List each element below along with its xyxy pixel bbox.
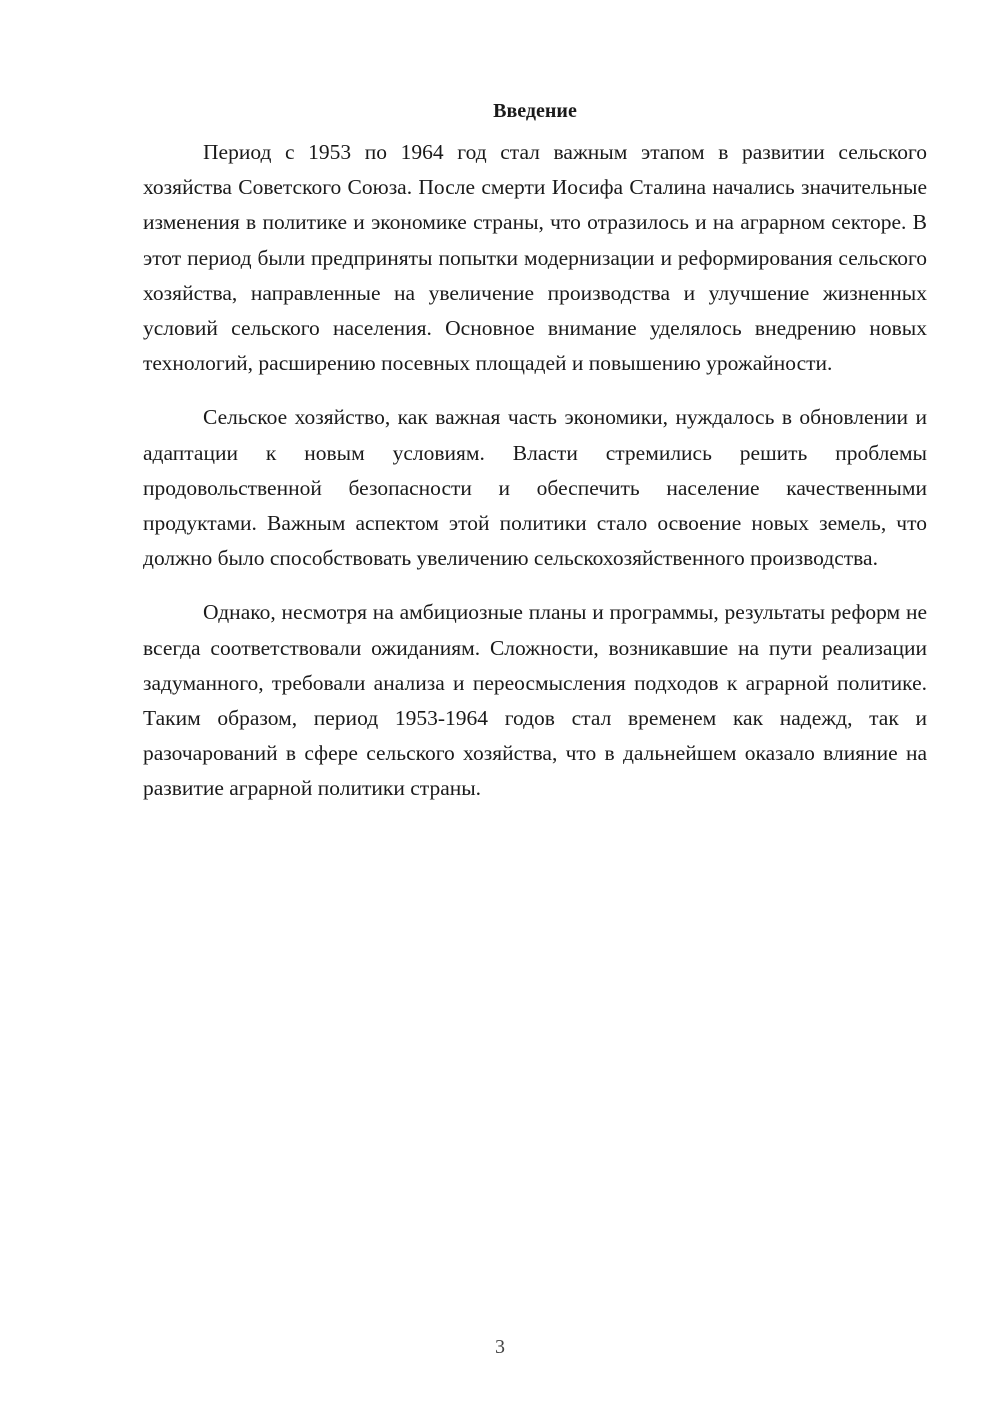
- paragraph-2: Сельское хозяйство, как важная часть экономики, нуждалось в обновлении и адаптации к новым условиям. Власти стремились решить проблемы продовольственной безопасности и обеспечить население качественными продуктами. Важным аспектом этой политики стало освоение новых земель, что должно было способствовать увеличению сельскохозяйственного производства.: [143, 405, 927, 571]
- section-title: Введение: [493, 100, 577, 122]
- paragraph-1: Период с 1953 по 1964 год стал важным этапом в развитии сельского хозяйства Советского Союза. После смерти Иосифа Сталина начались значительные изменения в политике и экономике страны, что отразилось и на аграрном секторе. В этот период были предприняты попытки модернизации и реформирования сельского хозяйства, направленные на увеличение производства и улучшение жизненных условий сельского населения. Основное внимание уделялось внедрению новых технологий, расширению посевных площадей и повышению урожайности.: [143, 140, 927, 376]
- document-page: [143, 96, 927, 807]
- page-number: 3: [495, 1336, 505, 1358]
- paragraph-3: Однако, несмотря на амбициозные планы и программы, результаты реформ не всегда соответствовали ожиданиям. Сложности, возникавшие на пути реализации задуманного, требовали анализа и переосмысления подходов к аграрной политике. Таким образом, период 1953-1964 годов стал временем как надежд, так и разочарований в сфере сельского хозяйства, что в дальнейшем оказало влияние на развитие аграрной политики страны.: [143, 600, 927, 801]
